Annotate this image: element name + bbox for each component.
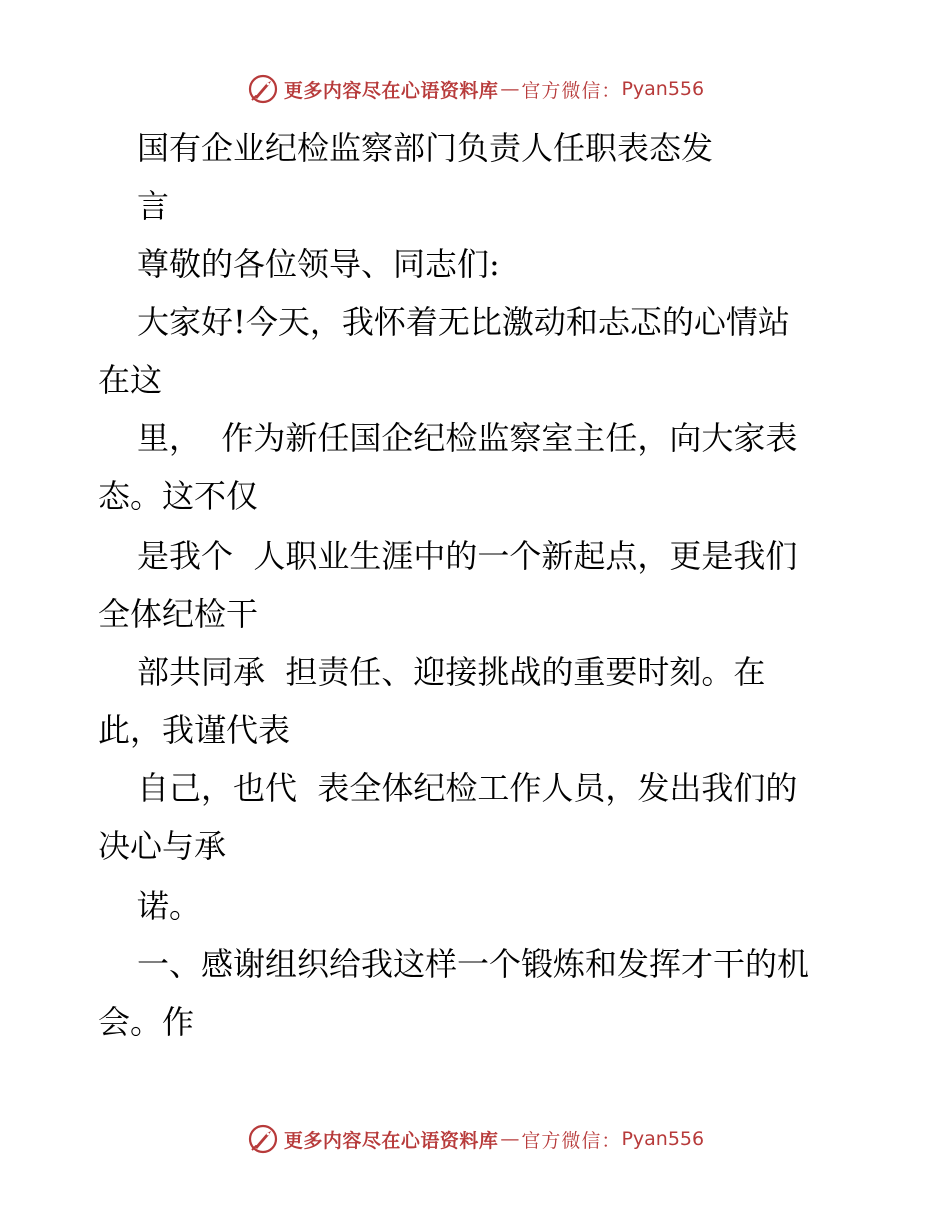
text-line: 全体纪检干 xyxy=(98,595,259,633)
text-line: 诺。 xyxy=(137,887,202,925)
header-banner xyxy=(0,72,950,106)
text-line: 会。作 xyxy=(98,1003,195,1041)
text-line: 言 xyxy=(137,187,170,225)
banner-account: Pyan556 xyxy=(621,78,705,100)
text-line: 国有企业纪检监察部门负责人任职表态发 xyxy=(137,129,714,167)
banner-middle: 官方微信： xyxy=(521,79,622,102)
pen-nib-logo-icon xyxy=(246,1122,280,1156)
banner-prefix: 更多内容尽在心语资料库 xyxy=(283,1129,499,1152)
text-line: 尊敬的各位领导、同志们: xyxy=(137,245,500,283)
footer-banner xyxy=(0,1122,950,1156)
text-line: 自己，也代 表全体纪检工作人员，发出我们的 xyxy=(137,769,798,807)
text-line: 部共同承 担责任、迎接挑战的重要时刻。在 xyxy=(137,653,766,691)
pen-nib-logo-icon xyxy=(246,72,280,106)
text-line: 决心与承 xyxy=(98,827,227,865)
banner-account: Pyan556 xyxy=(621,1128,705,1150)
text-line: 在这 xyxy=(98,361,163,399)
text-line: 大家好!今天，我怀着无比激动和忐忑的心情站 xyxy=(137,303,790,341)
banner-middle: 官方微信： xyxy=(521,1129,622,1152)
banner-prefix: 更多内容尽在心语资料库 xyxy=(283,79,499,102)
text-line: 态。这不仅 xyxy=(98,477,259,515)
text-line: 是我个 人职业生涯中的一个新起点，更是我们 xyxy=(137,537,798,575)
text-line: 里， 作为新任国企纪检监察室主任，向大家表 xyxy=(137,419,798,457)
text-line: 一、感谢组织给我这样一个锻炼和发挥才干的机 xyxy=(137,945,810,983)
banner-dash: — xyxy=(500,78,520,100)
text-line: 此，我谨代表 xyxy=(98,711,291,749)
banner-dash: — xyxy=(500,1128,520,1150)
